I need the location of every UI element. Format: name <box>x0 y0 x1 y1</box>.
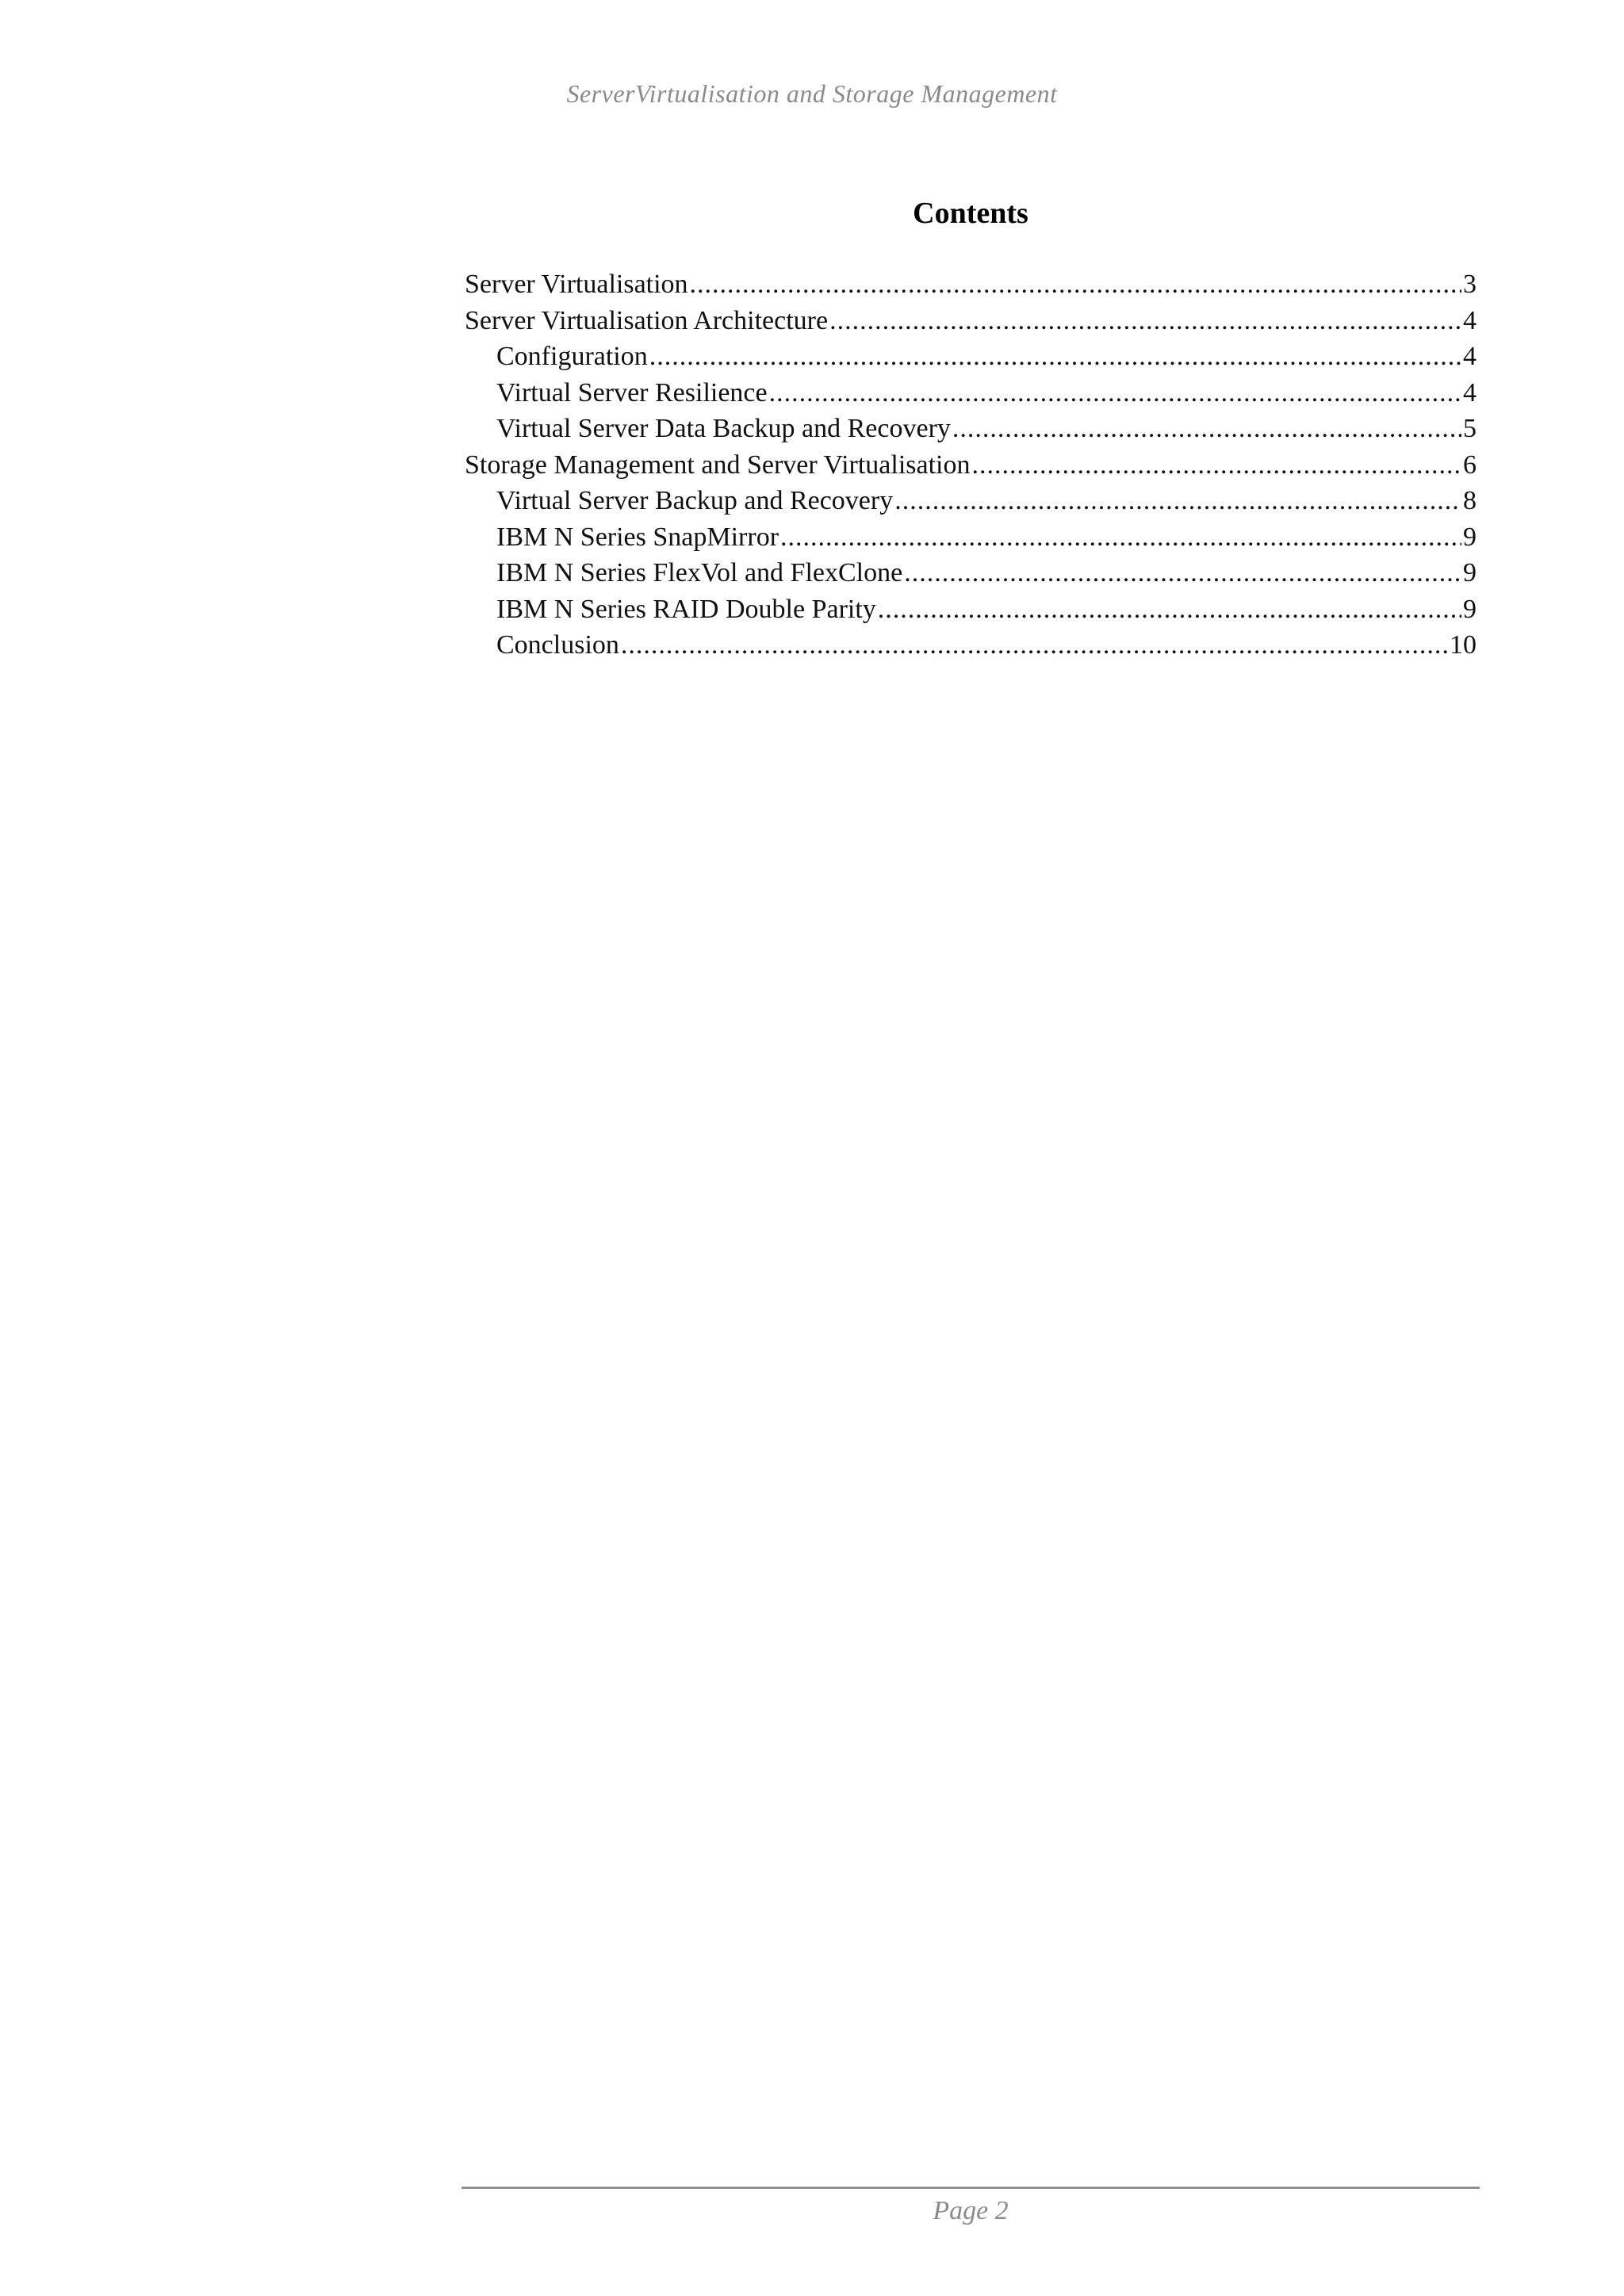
toc-page-number: 4 <box>1463 342 1477 371</box>
toc-dot-leader <box>878 591 1461 628</box>
toc-entry-label: Virtual Server Data Backup and Recovery <box>496 414 951 443</box>
running-header: ServerVirtualisation and Storage Management <box>566 79 1058 108</box>
toc-entry-label: Virtual Server Backup and Recovery <box>496 486 894 515</box>
toc-page-number: 3 <box>1463 270 1477 299</box>
toc-page-number: 8 <box>1463 486 1477 515</box>
toc-title: Contents <box>913 197 1028 230</box>
page-number-footer: Page 2 <box>933 2196 1009 2225</box>
toc-entry-ibm-n-series-snapmirror[interactable] <box>465 519 1477 556</box>
toc-dot-leader <box>780 519 1461 556</box>
toc-dot-leader <box>904 555 1461 591</box>
toc-entry-label: IBM N Series SnapMirror <box>496 522 779 552</box>
toc-entry-label: IBM N Series FlexVol and FlexClone <box>496 558 903 587</box>
toc-dot-leader <box>769 375 1461 411</box>
toc-page-number: 6 <box>1463 450 1477 480</box>
toc-page-number: 4 <box>1463 377 1477 408</box>
toc-dot-leader <box>952 411 1461 447</box>
toc-dot-leader <box>971 447 1461 484</box>
footer-divider <box>462 2187 1480 2189</box>
toc-page-number: 10 <box>1450 630 1477 660</box>
toc-entry-label: Conclusion <box>496 630 619 660</box>
toc-page-number: 9 <box>1463 558 1477 587</box>
toc-entry-ibm-n-series-raid-double-parity[interactable] <box>465 591 1477 628</box>
toc-page-number: 5 <box>1463 414 1477 443</box>
toc-entry-label: Storage Management and Server Virtualisation <box>465 450 971 480</box>
toc-entry-label: Virtual Server Resilience <box>496 377 768 408</box>
toc-page-number: 9 <box>1463 594 1477 624</box>
toc-entry-ibm-n-series-flexvol-and-flexclone[interactable] <box>465 555 1477 591</box>
toc-page-number: 9 <box>1463 522 1477 552</box>
toc-dot-leader <box>621 627 1448 664</box>
toc-entry-virtual-server-resilience[interactable] <box>465 375 1477 411</box>
toc-entry-label: Server Virtualisation Architecture <box>465 305 829 335</box>
toc-entry-virtual-server-backup-and-recovery[interactable] <box>465 483 1477 519</box>
toc-entry-server-virtualisation-architecture[interactable] <box>465 303 1477 339</box>
toc-dot-leader <box>829 303 1461 339</box>
toc-page-number: 4 <box>1463 305 1477 335</box>
toc-dot-leader <box>649 339 1461 375</box>
toc-entry-conclusion[interactable] <box>465 627 1477 664</box>
toc-entry-server-virtualisation[interactable] <box>465 266 1477 303</box>
toc-entry-storage-management-and-server-virtualisation[interactable] <box>465 447 1477 484</box>
toc-dot-leader <box>894 483 1461 519</box>
toc-dot-leader <box>690 266 1461 303</box>
table-of-contents <box>465 266 1477 664</box>
toc-entry-label: IBM N Series RAID Double Parity <box>496 594 876 624</box>
toc-entry-label: Configuration <box>496 342 648 371</box>
toc-entry-label: Server Virtualisation <box>465 270 688 299</box>
toc-entry-virtual-server-data-backup-and-recovery[interactable] <box>465 411 1477 447</box>
toc-entry-configuration[interactable] <box>465 339 1477 375</box>
